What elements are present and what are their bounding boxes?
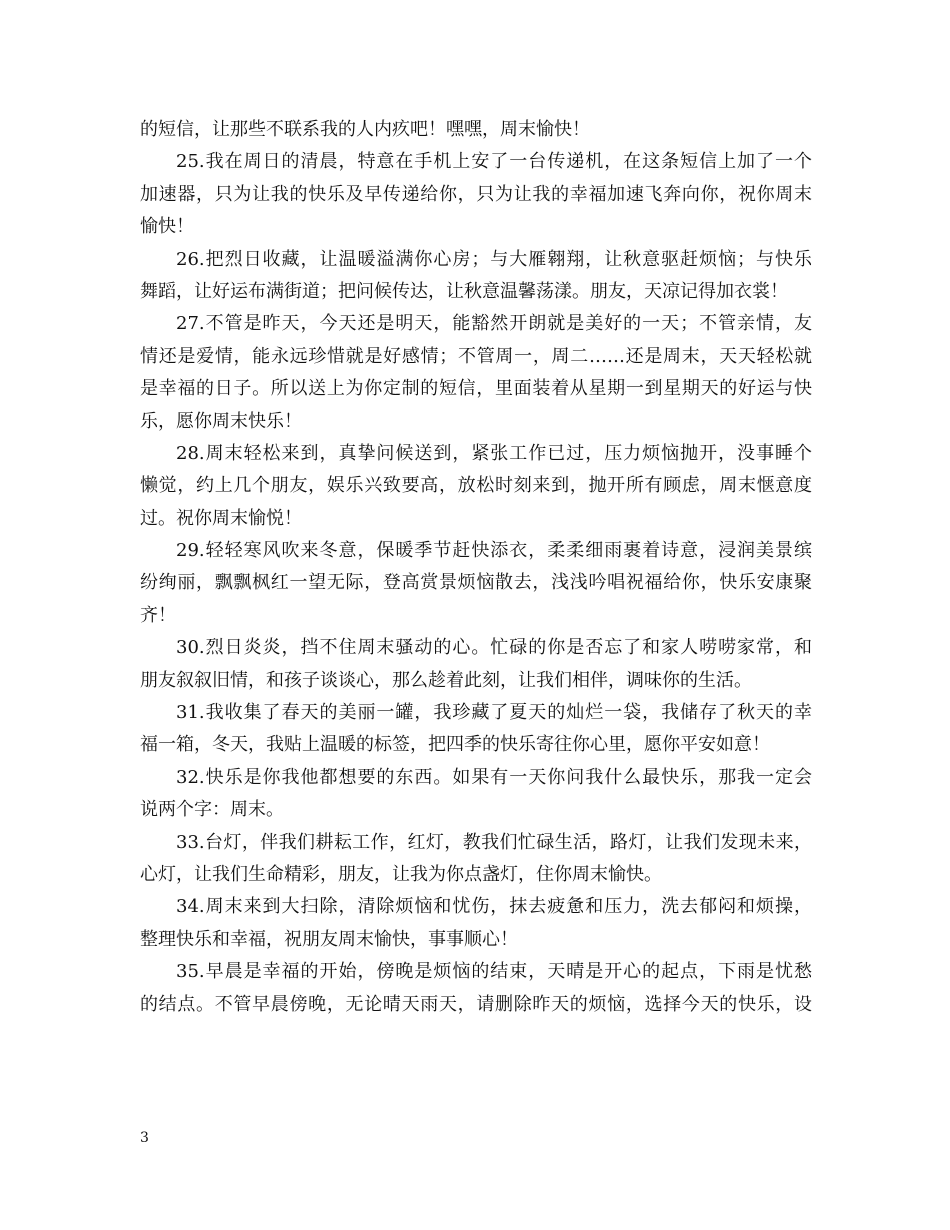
text-line: 的结点。不管早晨傍晚，无论晴天雨天，请删除昨天的烦恼，选择今天的快乐，设 — [140, 993, 812, 1015]
text-line: 加速器，只为让我的快乐及早传递给你，只为让我的幸福加速飞奔向你，祝你周末 — [140, 183, 812, 205]
text-line: 32.快乐是你我他都想要的东西。如果有一天你问我什么最快乐，那我一定会 — [176, 766, 812, 788]
text-line: 心灯，让我们生命精彩，朋友，让我为你点盏灯，住你周末愉快。 — [140, 863, 662, 885]
text-line: 情还是爱情，能永远珍惜就是好感情；不管周一，周二……还是周末，天天轻松就 — [140, 345, 812, 367]
text-line: 愉快！ — [140, 216, 194, 238]
text-line: 30.烈日炎炎，挡不住周末骚动的心。忙碌的你是否忘了和家人唠唠家常，和 — [176, 637, 812, 659]
text-line: 纷绚丽，飘飘枫红一望无际，登高赏景烦恼散去，浅浅吟唱祝福给你，快乐安康聚 — [140, 572, 812, 594]
text-line: 26.把烈日收藏，让温暖溢满你心房；与大雁翱翔，让秋意驱赶烦恼；与快乐 — [176, 248, 812, 270]
text-line: 35.早晨是幸福的开始，傍晚是烦恼的结束，天晴是开心的起点，下雨是忧愁 — [176, 961, 812, 983]
text-line: 说两个字：周末。 — [140, 799, 284, 821]
text-line: 福一箱，冬天，我贴上温暖的标签，把四季的快乐寄往你心里，愿你平安如意！ — [140, 734, 770, 756]
text-line: 是幸福的日子。所以送上为你定制的短信，里面装着从星期一到星期天的好运与快 — [140, 378, 812, 400]
text-line: 过。祝你周末愉悦！ — [140, 507, 302, 529]
text-line: 的短信，让那些不联系我的人内疚吧！嘿嘿，周末愉快！ — [140, 119, 590, 140]
text-line: 舞蹈，让好运布满街道；把问候传达，让秋意温馨荡漾。朋友，天凉记得加衣裳！ — [140, 280, 788, 302]
text-line: 31.我收集了春天的美丽一罐，我珍藏了夏天的灿烂一袋，我储存了秋天的幸 — [176, 702, 812, 724]
text-line: 34.周末来到大扫除，清除烦恼和忧伤，抹去疲惫和压力，洗去郁闷和烦操， — [176, 896, 812, 918]
text-line: 25.我在周日的清晨，特意在手机上安了一台传递机，在这条短信上加了一个 — [176, 151, 812, 173]
text-line: 朋友叙叙旧情，和孩子谈谈心，那么趁着此刻，让我们相伴，调味你的生活。 — [140, 669, 752, 691]
text-line: 齐！ — [140, 604, 176, 626]
text-line: 27.不管是昨天，今天还是明天，能豁然开朗就是美好的一天；不管亲情，友 — [176, 313, 812, 335]
text-line: 乐，愿你周末快乐！ — [140, 410, 302, 432]
text-line: 29.轻轻寒风吹来冬意，保暖季节赶快添衣，柔柔细雨裹着诗意，浸润美景缤 — [176, 540, 812, 562]
text-line: 整理快乐和幸福，祝朋友周末愉快，事事顺心！ — [140, 928, 518, 950]
page-number: 3 — [140, 1130, 149, 1146]
document-body — [140, 114, 812, 1021]
text-line: 28.周末轻松来到，真挚问候送到，紧张工作已过，压力烦恼抛开，没事睡个 — [176, 442, 812, 464]
text-line: 33.台灯，伴我们耕耘工作，红灯，教我们忙碌生活，路灯，让我们发现未来， — [176, 831, 812, 853]
text-line: 懒觉，约上几个朋友，娱乐兴致要高，放松时刻来到，抛开所有顾虑，周末惬意度 — [140, 475, 812, 497]
